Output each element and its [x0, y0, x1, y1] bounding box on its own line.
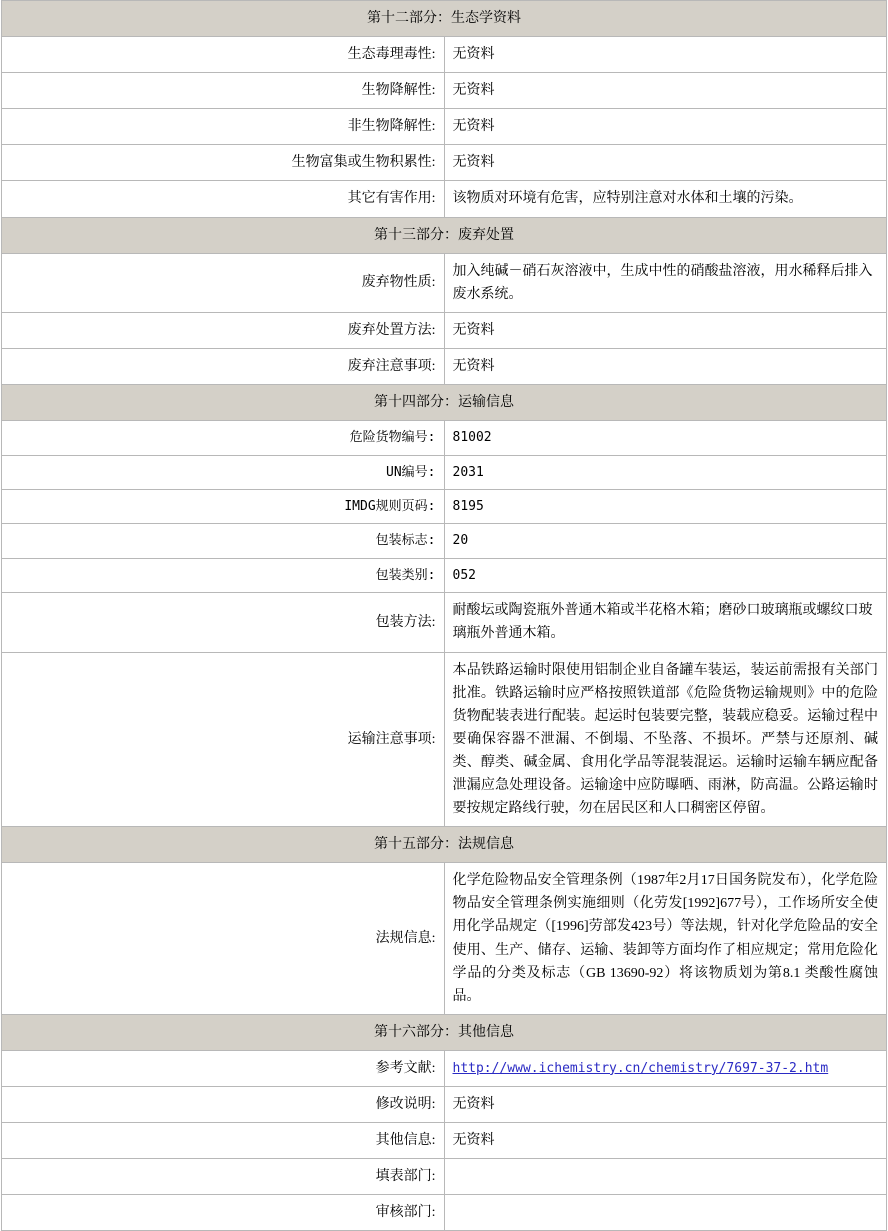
row-label: 审核部门: — [2, 1195, 445, 1231]
row-label: IMDG规则页码: — [2, 490, 445, 524]
row-label: 废弃处置方法: — [2, 312, 445, 348]
row-value: 81002 — [444, 421, 887, 455]
row-label: 包装方法: — [2, 593, 445, 652]
row-label: 废弃物性质: — [2, 253, 445, 312]
row-value: 耐酸坛或陶瓷瓶外普通木箱或半花格木箱；磨砂口玻璃瓶或螺纹口玻璃瓶外普通木箱。 — [444, 593, 887, 652]
row-label: 其它有害作用: — [2, 181, 445, 217]
table-row — [2, 863, 887, 1015]
section-title: 第十三部分：废弃处置 — [2, 217, 887, 253]
table-row — [2, 490, 887, 524]
row-label: UN编号: — [2, 455, 445, 489]
row-value: 无资料 — [444, 348, 887, 384]
row-label: 包装标志: — [2, 524, 445, 558]
section-title: 第十二部分：生态学资料 — [2, 1, 887, 37]
row-value: 无资料 — [444, 109, 887, 145]
section-header-row — [2, 1014, 887, 1050]
table-row — [2, 348, 887, 384]
row-value: 052 — [444, 558, 887, 592]
table-row — [2, 593, 887, 652]
table-row — [2, 37, 887, 73]
row-value: 8195 — [444, 490, 887, 524]
row-label: 法规信息: — [2, 863, 445, 1015]
row-value: 无资料 — [444, 37, 887, 73]
msds-table-body — [2, 1, 887, 1231]
row-value: 化学危险物品安全管理条例（1987年2月17日国务院发布），化学危险物品安全管理条例实施细则（化劳发[1992]677号），工作场所安全使用化学品规定（[1996]劳部发423号）等法规，针对化学危险品的安全使用、生产、储存、运输、装卸等方面均作了相应规定；常用危险化学品的分类及标志（GB 13690-92）将该物质划为第8.1 类酸性腐蚀品。 — [444, 863, 887, 1015]
row-label: 危险货物编号: — [2, 421, 445, 455]
row-value: 无资料 — [444, 1087, 887, 1123]
row-value: 20 — [444, 524, 887, 558]
section-title: 第十六部分：其他信息 — [2, 1014, 887, 1050]
row-value: 无资料 — [444, 312, 887, 348]
table-row — [2, 312, 887, 348]
row-label: 修改说明: — [2, 1087, 445, 1123]
row-value — [444, 1159, 887, 1195]
section-header-row — [2, 1, 887, 37]
row-value: 加入纯碱－硝石灰溶液中，生成中性的硝酸盐溶液，用水稀释后排入废水系统。 — [444, 253, 887, 312]
reference-link[interactable]: http://www.ichemistry.cn/chemistry/7697-37-2.htm — [452, 1060, 829, 1076]
row-value: 无资料 — [444, 1123, 887, 1159]
row-label: 非生物降解性: — [2, 109, 445, 145]
row-value — [444, 1195, 887, 1231]
row-value: 无资料 — [444, 73, 887, 109]
row-value: 本品铁路运输时限使用铝制企业自备罐车装运，装运前需报有关部门批准。铁路运输时应严格按照铁道部《危险货物运输规则》中的危险货物配装表进行配装。起运时包装要完整，装载应稳妥。运输过程中要确保容器不泄漏、不倒塌、不坠落、不损坏。严禁与还原剂、碱类、醇类、碱金属、食用化学品等混装混运。运输时运输车辆应配备泄漏应急处理设备。运输途中应防曝晒、雨淋，防高温。公路运输时要按规定路线行驶，勿在居民区和人口稠密区停留。 — [444, 652, 887, 827]
table-row — [2, 558, 887, 592]
section-header-row — [2, 827, 887, 863]
table-row — [2, 1087, 887, 1123]
table-row — [2, 1050, 887, 1086]
row-label: 包装类别: — [2, 558, 445, 592]
row-label: 生物降解性: — [2, 73, 445, 109]
table-row — [2, 253, 887, 312]
table-row — [2, 181, 887, 217]
row-value: 无资料 — [444, 145, 887, 181]
table-row — [2, 1159, 887, 1195]
row-value — [444, 1050, 887, 1086]
table-row — [2, 421, 887, 455]
table-row — [2, 109, 887, 145]
row-value: 2031 — [444, 455, 887, 489]
row-label: 废弃注意事项: — [2, 348, 445, 384]
row-label: 填表部门: — [2, 1159, 445, 1195]
section-title: 第十五部分：法规信息 — [2, 827, 887, 863]
row-value: 该物质对环境有危害，应特别注意对水体和土壤的污染。 — [444, 181, 887, 217]
table-row — [2, 73, 887, 109]
row-label: 运输注意事项: — [2, 652, 445, 827]
table-row — [2, 145, 887, 181]
section-title: 第十四部分：运输信息 — [2, 385, 887, 421]
section-header-row — [2, 385, 887, 421]
table-row — [2, 652, 887, 827]
table-row — [2, 455, 887, 489]
row-label: 参考文献: — [2, 1050, 445, 1086]
section-header-row — [2, 217, 887, 253]
table-row — [2, 1123, 887, 1159]
table-row — [2, 524, 887, 558]
row-label: 其他信息: — [2, 1123, 445, 1159]
row-label: 生态毒理毒性: — [2, 37, 445, 73]
msds-table — [1, 0, 887, 1231]
table-row — [2, 1195, 887, 1231]
row-label: 生物富集或生物积累性: — [2, 145, 445, 181]
